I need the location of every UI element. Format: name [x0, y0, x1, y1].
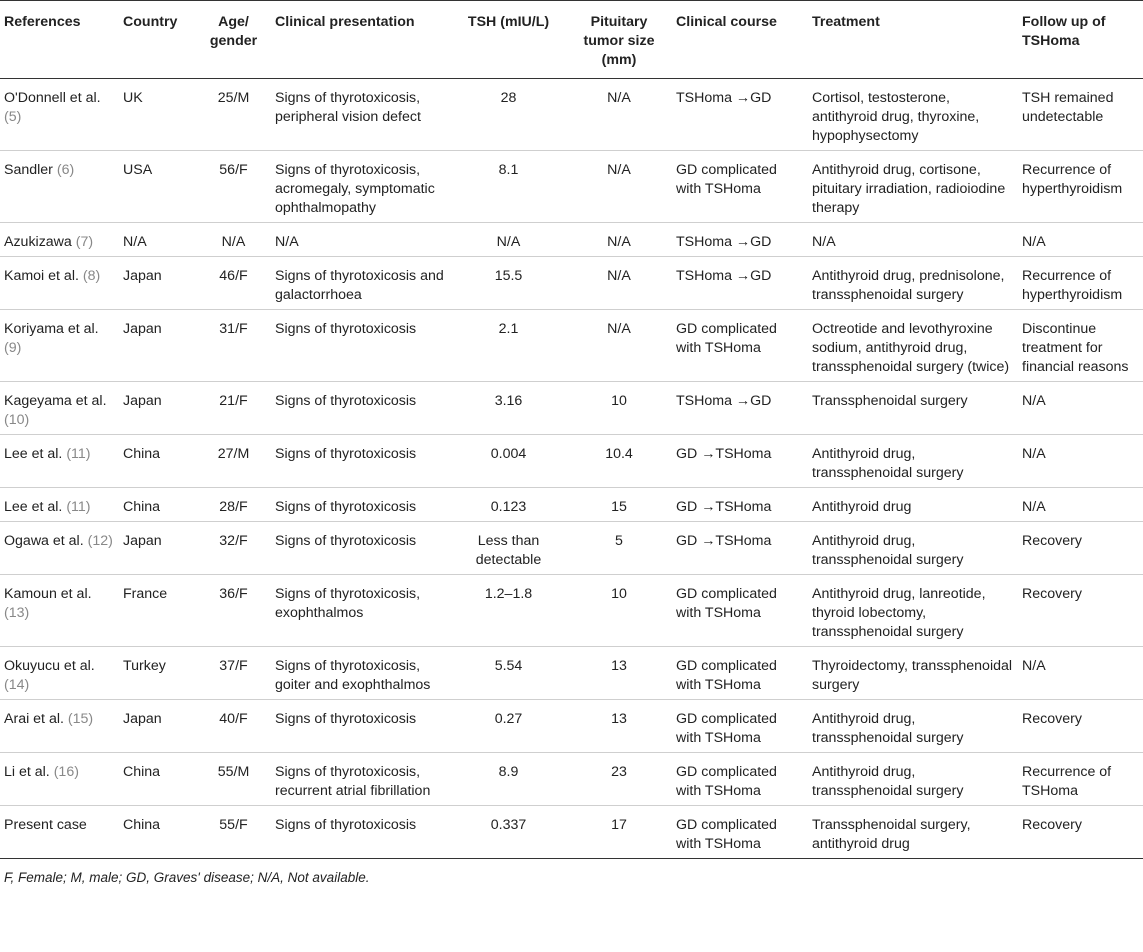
cell-tumor-size: N/A	[566, 310, 672, 382]
col-header-tsh: TSH (mIU/L)	[451, 1, 566, 79]
cell-age-gender: 37/F	[196, 647, 271, 700]
cell-course: GD complicated with TSHoma	[672, 310, 808, 382]
reference-number-link[interactable]: (13)	[4, 605, 30, 621]
cell-reference	[0, 806, 119, 859]
cell-tumor-size: N/A	[566, 257, 672, 310]
cell-treatment: Antithyroid drug, prednisolone, transsphenoidal surgery	[808, 257, 1018, 310]
cell-treatment: Thyroidectomy, transsphenoidal surgery	[808, 647, 1018, 700]
cell-course: TSHoma →GD	[672, 257, 808, 310]
header-row	[0, 1, 1143, 79]
reference-author: Sandler	[4, 162, 53, 178]
cell-presentation: Signs of thyrotoxicosis	[271, 700, 451, 753]
cell-tumor-size: 13	[566, 700, 672, 753]
cell-treatment: Antithyroid drug, cortisone, pituitary irradiation, radioiodine therapy	[808, 151, 1018, 223]
reference-author: Present case	[4, 817, 87, 833]
cell-reference	[0, 522, 119, 575]
cell-tumor-size: 15	[566, 488, 672, 522]
cell-country: China	[119, 753, 196, 806]
cell-presentation: Signs of thyrotoxicosis, goiter and exophthalmos	[271, 647, 451, 700]
table-row	[0, 488, 1143, 522]
cell-tsh: 5.54	[451, 647, 566, 700]
cell-course: GD →TSHoma	[672, 522, 808, 575]
reference-author: Lee et al.	[4, 446, 63, 462]
cell-tsh: 15.5	[451, 257, 566, 310]
cell-tumor-size: N/A	[566, 151, 672, 223]
cell-presentation: Signs of thyrotoxicosis and galactorrhoea	[271, 257, 451, 310]
table-row	[0, 79, 1143, 151]
cell-followup: Discontinue treatment for financial reasons	[1018, 310, 1143, 382]
cell-treatment: Antithyroid drug	[808, 488, 1018, 522]
reference-number-link[interactable]: (7)	[75, 234, 94, 250]
reference-number-link[interactable]: (12)	[87, 533, 113, 549]
cell-followup: N/A	[1018, 435, 1143, 488]
cell-tumor-size: 10	[566, 382, 672, 435]
cell-country: China	[119, 435, 196, 488]
reference-author: Lee et al.	[4, 499, 63, 515]
cell-followup: Recovery	[1018, 522, 1143, 575]
cell-reference	[0, 382, 119, 435]
cell-country: China	[119, 806, 196, 859]
col-header-age-gender: Age/ gender	[196, 1, 271, 79]
cell-country: China	[119, 488, 196, 522]
table-row	[0, 575, 1143, 647]
cell-age-gender: 32/F	[196, 522, 271, 575]
reference-number-link[interactable]: (16)	[53, 764, 79, 780]
cell-followup: Recovery	[1018, 700, 1143, 753]
reference-author: Kamoun et al.	[4, 586, 92, 602]
table-row	[0, 435, 1143, 488]
reference-author: O'Donnell et al.	[4, 90, 101, 106]
cell-tsh: 0.337	[451, 806, 566, 859]
col-header-course: Clinical course	[672, 1, 808, 79]
cell-age-gender: 27/M	[196, 435, 271, 488]
cell-treatment: Transsphenoidal surgery	[808, 382, 1018, 435]
col-header-tumor-size: Pituitary tumor size (mm)	[566, 1, 672, 79]
reference-author: Okuyucu et al.	[4, 658, 95, 674]
cell-reference	[0, 257, 119, 310]
cell-age-gender: 28/F	[196, 488, 271, 522]
cell-followup: N/A	[1018, 382, 1143, 435]
table-footnote: F, Female; M, male; GD, Graves' disease; N/A, Not available.	[4, 870, 370, 885]
cell-age-gender: 21/F	[196, 382, 271, 435]
cell-tsh: 3.16	[451, 382, 566, 435]
cell-course: GD complicated with TSHoma	[672, 700, 808, 753]
table-row	[0, 151, 1143, 223]
cell-course: TSHoma →GD	[672, 79, 808, 151]
table-row	[0, 223, 1143, 257]
cell-tumor-size: N/A	[566, 79, 672, 151]
cell-tsh: Less than detectable	[451, 522, 566, 575]
cell-course: GD complicated with TSHoma	[672, 806, 808, 859]
cell-age-gender: 36/F	[196, 575, 271, 647]
cell-presentation: N/A	[271, 223, 451, 257]
cell-presentation: Signs of thyrotoxicosis	[271, 435, 451, 488]
cell-treatment: N/A	[808, 223, 1018, 257]
col-header-references: References	[0, 1, 119, 79]
cell-country: Japan	[119, 522, 196, 575]
reference-author: Azukizawa	[4, 234, 72, 250]
col-header-presentation: Clinical presentation	[271, 1, 451, 79]
cell-tumor-size: 5	[566, 522, 672, 575]
table-row	[0, 753, 1143, 806]
cell-tsh: 1.2–1.8	[451, 575, 566, 647]
cell-followup: N/A	[1018, 223, 1143, 257]
cell-country: Japan	[119, 310, 196, 382]
cell-country: N/A	[119, 223, 196, 257]
reference-number-link[interactable]: (10)	[4, 412, 30, 428]
cell-treatment: Antithyroid drug, lanreotide, thyroid lobectomy, transsphenoidal surgery	[808, 575, 1018, 647]
cell-course: TSHoma →GD	[672, 223, 808, 257]
reference-number-link[interactable]: (9)	[4, 340, 22, 356]
cell-country: France	[119, 575, 196, 647]
cell-treatment: Antithyroid drug, transsphenoidal surgery	[808, 700, 1018, 753]
reference-author: Arai et al.	[4, 711, 64, 727]
reference-number-link[interactable]: (15)	[67, 711, 94, 727]
col-header-country: Country	[119, 1, 196, 79]
table-row	[0, 310, 1143, 382]
cell-age-gender: 46/F	[196, 257, 271, 310]
cell-tsh: 2.1	[451, 310, 566, 382]
cell-presentation: Signs of thyrotoxicosis	[271, 382, 451, 435]
cell-course: GD complicated with TSHoma	[672, 753, 808, 806]
cell-tumor-size: 10	[566, 575, 672, 647]
table-row	[0, 522, 1143, 575]
cell-course: GD →TSHoma	[672, 435, 808, 488]
col-header-followup: Follow up of TSHoma	[1018, 1, 1143, 79]
reference-author: Ogawa et al.	[4, 533, 84, 549]
cell-country: Japan	[119, 700, 196, 753]
cell-reference	[0, 223, 119, 257]
table-row	[0, 700, 1143, 753]
cell-presentation: Signs of thyrotoxicosis	[271, 310, 451, 382]
cell-tsh: 8.1	[451, 151, 566, 223]
cell-age-gender: 55/M	[196, 753, 271, 806]
cell-tumor-size: 17	[566, 806, 672, 859]
cell-country: Japan	[119, 257, 196, 310]
cell-course: GD complicated with TSHoma	[672, 151, 808, 223]
cell-tsh: 0.123	[451, 488, 566, 522]
cell-tumor-size: 13	[566, 647, 672, 700]
table-row	[0, 257, 1143, 310]
cell-age-gender: 25/M	[196, 79, 271, 151]
cell-tumor-size: 10.4	[566, 435, 672, 488]
cell-presentation: Signs of thyrotoxicosis	[271, 806, 451, 859]
reference-number-link[interactable]: (11)	[66, 499, 91, 515]
cell-treatment: Antithyroid drug, transsphenoidal surgery	[808, 435, 1018, 488]
cell-treatment: Antithyroid drug, transsphenoidal surgery	[808, 522, 1018, 575]
cell-tsh: 0.004	[451, 435, 566, 488]
table-row	[0, 647, 1143, 700]
cell-tumor-size: 23	[566, 753, 672, 806]
reference-number-link[interactable]: (5)	[4, 109, 22, 125]
cell-course: TSHoma →GD	[672, 382, 808, 435]
reference-number-link[interactable]: (11)	[66, 446, 91, 462]
cell-followup: Recurrence of hyperthyroidism	[1018, 257, 1143, 310]
cell-tsh: 0.27	[451, 700, 566, 753]
reference-author: Kageyama et al.	[4, 393, 107, 409]
cell-tsh: N/A	[451, 223, 566, 257]
cell-followup: N/A	[1018, 488, 1143, 522]
cell-tsh: 28	[451, 79, 566, 151]
cell-country: UK	[119, 79, 196, 151]
cell-tsh: 8.9	[451, 753, 566, 806]
cell-presentation: Signs of thyrotoxicosis, recurrent atrial fibrillation	[271, 753, 451, 806]
col-header-treatment: Treatment	[808, 1, 1018, 79]
cell-age-gender: 31/F	[196, 310, 271, 382]
reference-number-link[interactable]: (14)	[4, 677, 30, 693]
cell-course: GD complicated with TSHoma	[672, 647, 808, 700]
cell-reference	[0, 647, 119, 700]
cell-presentation: Signs of thyrotoxicosis, exophthalmos	[271, 575, 451, 647]
cell-country: Japan	[119, 382, 196, 435]
cell-followup: Recovery	[1018, 575, 1143, 647]
cell-presentation: Signs of thyrotoxicosis	[271, 488, 451, 522]
cell-age-gender: N/A	[196, 223, 271, 257]
cell-reference	[0, 753, 119, 806]
cell-age-gender: 40/F	[196, 700, 271, 753]
cell-course: GD →TSHoma	[672, 488, 808, 522]
cell-followup: Recurrence of hyperthyroidism	[1018, 151, 1143, 223]
table-row	[0, 806, 1143, 859]
cell-presentation: Signs of thyrotoxicosis	[271, 522, 451, 575]
cell-followup: Recovery	[1018, 806, 1143, 859]
reference-number-link[interactable]: (8)	[82, 268, 101, 284]
cell-age-gender: 56/F	[196, 151, 271, 223]
cell-followup: N/A	[1018, 647, 1143, 700]
cell-country: Turkey	[119, 647, 196, 700]
cell-country: USA	[119, 151, 196, 223]
cell-treatment: Octreotide and levothyroxine sodium, antithyroid drug, transsphenoidal surgery (twice)	[808, 310, 1018, 382]
cell-reference	[0, 435, 119, 488]
cell-age-gender: 55/F	[196, 806, 271, 859]
cell-reference	[0, 700, 119, 753]
cell-followup: Recurrence of TSHoma	[1018, 753, 1143, 806]
cell-tumor-size: N/A	[566, 223, 672, 257]
reference-author: Koriyama et al.	[4, 321, 99, 337]
cell-reference	[0, 575, 119, 647]
reference-author: Kamoi et al.	[4, 268, 79, 284]
cell-treatment: Transsphenoidal surgery, antithyroid drug	[808, 806, 1018, 859]
cell-course: GD complicated with TSHoma	[672, 575, 808, 647]
cell-reference	[0, 488, 119, 522]
cell-presentation: Signs of thyrotoxicosis, acromegaly, symptomatic ophthalmopathy	[271, 151, 451, 223]
cell-reference	[0, 79, 119, 151]
cell-reference	[0, 151, 119, 223]
table-row	[0, 382, 1143, 435]
reference-author: Li et al.	[4, 764, 50, 780]
cell-presentation: Signs of thyrotoxicosis, peripheral vision defect	[271, 79, 451, 151]
cell-reference	[0, 310, 119, 382]
cell-treatment: Antithyroid drug, transsphenoidal surgery	[808, 753, 1018, 806]
cell-followup: TSH remained undetectable	[1018, 79, 1143, 151]
reference-number-link[interactable]: (6)	[56, 162, 75, 178]
cell-treatment: Cortisol, testosterone, antithyroid drug, thyroxine, hypophysectomy	[808, 79, 1018, 151]
